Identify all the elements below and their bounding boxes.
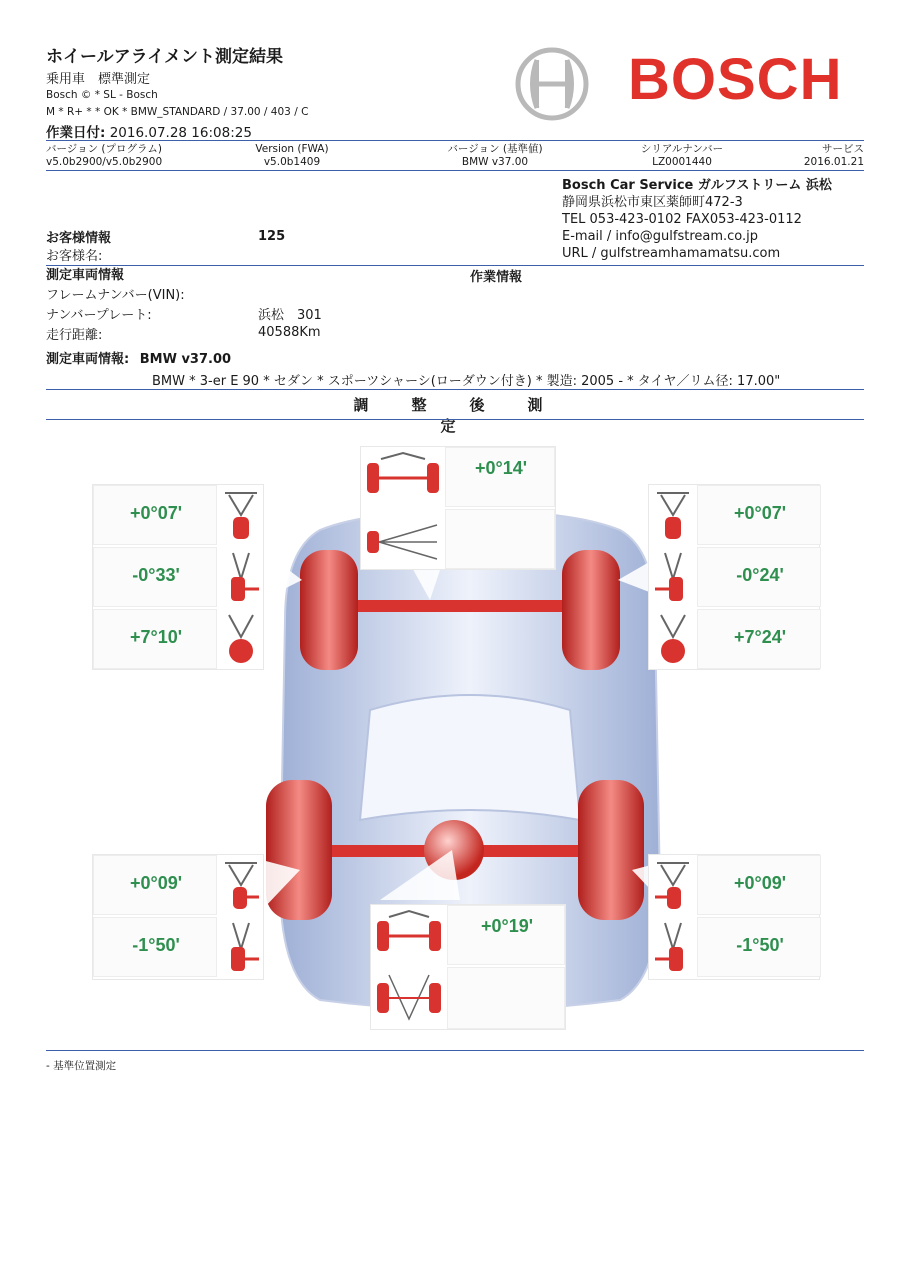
program-version-value: v5.0b2900/v5.0b2900: [46, 156, 163, 168]
service-date: [780, 143, 864, 169]
camber-icon: [219, 549, 263, 607]
plate-value: 浜松 301: [258, 308, 322, 323]
customer-number: 125: [258, 229, 286, 244]
divider: [46, 1050, 864, 1051]
front-left-toe-value: +0°07': [129, 503, 183, 523]
front-axle-toe-icon: [363, 449, 443, 507]
program-version-label: バージョン (プログラム): [46, 143, 163, 155]
shop-name: Bosch Car Service ガルフストリーム 浜松: [562, 178, 832, 193]
rear-total-empty-cell: [447, 967, 565, 1029]
front-left-panel: [92, 484, 264, 670]
device-line: Bosch © * SL - Bosch: [46, 89, 158, 101]
front-right-panel: [648, 484, 820, 670]
front-right-toe-value: +0°07': [733, 503, 787, 523]
footer-note: - 基準位置測定: [46, 1060, 117, 1072]
camber-icon: [651, 549, 695, 607]
reference-version: [430, 143, 560, 169]
front-left-toe-cell: [93, 485, 217, 545]
vin-label: フレームナンバー(VIN):: [46, 288, 185, 303]
vehicle-model: [46, 348, 231, 367]
rear-left-toe-cell: [93, 855, 217, 915]
shop-url: URL / gulfstreamhamamatsu.com: [562, 246, 781, 261]
vehicle-model-value: BMW v37.00: [139, 352, 232, 367]
vehicle-section-label: 測定車両情報: [46, 268, 125, 283]
rear-axle-angle-icon: [373, 969, 445, 1027]
work-date: [46, 121, 252, 141]
front-total-toe-cell: [445, 447, 555, 507]
report-title: ホイールアライメント測定結果: [46, 47, 283, 67]
rear-right-panel: [648, 854, 820, 980]
rear-right-toe-value: +0°09': [733, 873, 787, 893]
reference-version-value: BMW v37.00: [461, 156, 529, 168]
reference-version-label: バージョン (基準値): [447, 143, 543, 155]
caster-icon: [219, 611, 263, 669]
rear-left-toe-value: +0°09': [129, 873, 183, 893]
work-date-value: 2016.07.28 16:08:25: [109, 125, 252, 141]
front-right-caster-cell: [697, 609, 821, 669]
front-right-caster-value: +7°24': [733, 627, 787, 647]
front-right-toe-cell: [697, 485, 821, 545]
toe-icon: [219, 487, 263, 545]
fwa-version-value: v5.0b1409: [263, 156, 321, 168]
serial-number: [612, 143, 752, 169]
front-right-camber-cell: [697, 547, 821, 607]
service-date-value: 2016.01.21: [803, 156, 864, 168]
customer-name-label: お客様名:: [46, 249, 103, 264]
front-left-camber-cell: [93, 547, 217, 607]
rear-total-toe-cell: [447, 905, 565, 965]
front-right-camber-value: -0°24': [736, 565, 784, 585]
serial-number-value: LZ0001440: [652, 156, 712, 168]
toe-icon: [219, 857, 263, 915]
mileage-value: 40588Km: [258, 325, 321, 340]
front-total-toe-value: +0°14': [474, 458, 528, 478]
front-left-caster-cell: [93, 609, 217, 669]
measurement-type: 乗用車 標準測定: [46, 72, 151, 87]
vehicle-description: BMW * 3-er E 90 * セダン * スポーツシャーシ(ローダウン付き) * 製造: 2005 - * タイヤ／リム径: 17.00": [152, 374, 781, 389]
rear-axle-toe-icon: [373, 907, 445, 965]
plate-label: ナンバープレート:: [46, 308, 152, 323]
divider: [46, 389, 864, 390]
front-left-caster-value: +7°10': [129, 627, 183, 647]
serial-number-label: シリアルナンバー: [640, 143, 724, 155]
rear-left-camber-value: -1°50': [132, 935, 180, 955]
fwa-version-label: Version (FWA): [255, 143, 329, 155]
camber-icon: [219, 919, 263, 977]
section-title: 調 整 後 測 定: [353, 396, 586, 435]
rear-left-camber-cell: [93, 917, 217, 977]
program-version: [46, 143, 162, 169]
bosch-armature-icon: [514, 46, 590, 122]
shop-info: [562, 177, 832, 262]
rear-total-toe-value: +0°19': [480, 916, 534, 936]
work-info-label: 作業情報: [470, 270, 523, 285]
divider: [46, 419, 864, 420]
shop-email: E-mail / info@gulfstream.co.jp: [562, 229, 759, 244]
rear-right-camber-value: -1°50': [736, 935, 784, 955]
toe-icon: [651, 857, 695, 915]
work-date-label: 作業日付:: [46, 125, 106, 141]
front-total-empty-cell: [445, 509, 555, 569]
divider: [46, 170, 864, 171]
rear-total-panel: [370, 904, 566, 1030]
front-axle-angle-icon: [363, 511, 443, 569]
mileage-label: 走行距離:: [46, 328, 103, 343]
rear-left-panel: [92, 854, 264, 980]
divider: [46, 265, 864, 266]
camber-icon: [651, 919, 695, 977]
brand-wordmark: BOSCH: [628, 47, 843, 112]
caster-icon: [651, 611, 695, 669]
rear-right-toe-cell: [697, 855, 821, 915]
divider: [46, 140, 864, 141]
vehicle-model-label: 測定車両情報:: [46, 352, 130, 367]
toe-icon: [651, 487, 695, 545]
front-total-panel: [360, 446, 556, 570]
fwa-version: [232, 143, 352, 169]
spec-line: M * R+ * * OK * BMW_STANDARD / 37.00 / 403 / C: [46, 106, 309, 118]
rear-right-camber-cell: [697, 917, 821, 977]
customer-section-label: お客様情報: [46, 231, 112, 246]
shop-phone: TEL 053-423-0102 FAX053-423-0112: [562, 212, 802, 227]
front-left-camber-value: -0°33': [132, 565, 180, 585]
service-date-label: サービス: [822, 143, 864, 155]
shop-address: 静岡県浜松市東区薬師町472-3: [562, 195, 743, 210]
